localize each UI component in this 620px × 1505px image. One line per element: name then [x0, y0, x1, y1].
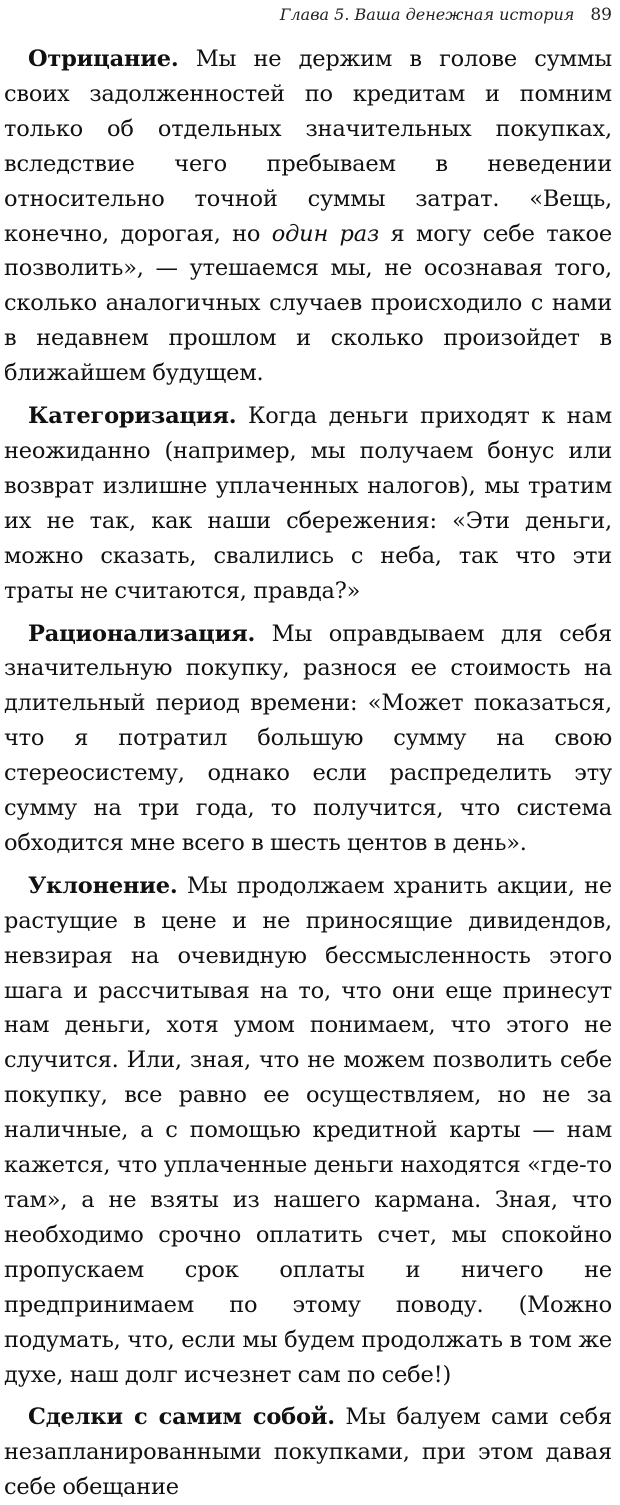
- term-denial: Отрицание.: [28, 46, 179, 72]
- paragraph-categorization-text: Когда деньги приходят к нам неожиданно (например, мы получаем бонус или возврат излишне уплаченных налогов), мы тратим их не так, как наши сбережения: «Эти деньги, можно сказать, свалились с неба, так что эти траты не считаются, правда?»: [4, 403, 612, 604]
- running-title: Глава 5. Ваша денежная история: [279, 5, 575, 24]
- paragraph-avoidance-text: Мы продолжаем хранить акции, не растущие в цене и не приносящие дивидендов, невзирая на очевидную бессмысленность этого шага и рассчитывая на то, что они еще принесут нам деньги, хотя умом понимаем, что этого не случится. Или, зная, что не можем позволить себе покупку, все равно ее осуществляем, но не за наличные, а с помощью кредитной карты — нам кажется, что уплаченные деньги находятся «где-то там», а не взяты из нашего кармана. Зная, что необходимо срочно оплатить счет, мы спокойно пропускаем срок оплаты и ничего не предпринимаем по этому поводу. (Можно подумать, что, если мы будем продолжать в том же духе, наш долг исчезнет сам по себе!): [4, 872, 612, 1388]
- running-header: [4, 2, 612, 32]
- paragraph-self-bargaining: [4, 1400, 612, 1505]
- term-rationalization: Рационализация.: [28, 620, 256, 647]
- body-text: [4, 42, 612, 1505]
- paragraph-denial-text-after: я могу себе такое позволить», — утешаемся мы, не осознавая того, сколько аналогичных случаев происходило с нами в недавнем прошлом и сколько произойдет в ближайшем будущем.: [4, 220, 612, 387]
- paragraph-avoidance: [4, 869, 612, 1393]
- term-categorization: Категоризация.: [28, 403, 237, 430]
- paragraph-denial: [4, 42, 612, 391]
- paragraph-rationalization: [4, 617, 612, 861]
- paragraph-denial-emphasis: один раз: [271, 220, 380, 247]
- term-avoidance: Уклонение.: [28, 872, 178, 899]
- paragraph-rationalization-text: Мы оправдываем для себя значительную покупку, разнося ее стоимость на длительный период времени: «Может показаться, что я потратил большую сумму на свою стереосистему, однако если распределить эту сумму на три года, то получится, что система обходится мне всего в шесть центов в день».: [4, 620, 612, 856]
- paragraph-denial-text-before: Мы не держим в голове суммы своих задолженностей по кредитам и помним только об отдельных значительных покупках, вследствие чего пребываем в неведении относительно точной суммы затрат. «Вещь, конечно, дорогая, но: [4, 46, 612, 247]
- paragraph-categorization: [4, 399, 612, 608]
- paragraph-self-bargaining-text: Мы балуем сами себя незапланированными покупками, при этом давая себе обещание: [4, 1404, 612, 1501]
- term-self-bargaining: Сделки с самим собой.: [28, 1404, 335, 1431]
- page-number: 89: [590, 5, 612, 25]
